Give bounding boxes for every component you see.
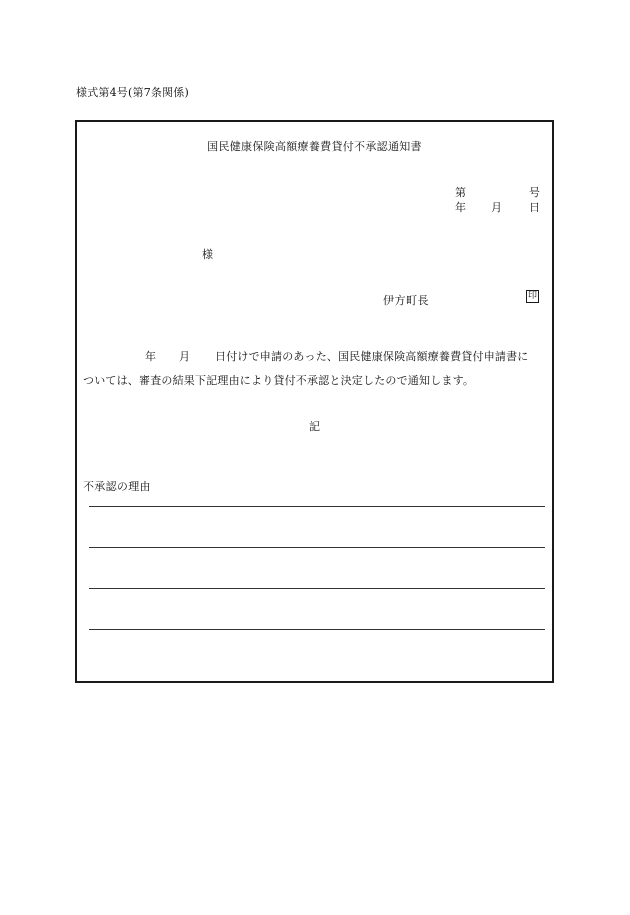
seal-mark: 印 xyxy=(527,291,537,301)
reference-number-prefix: 第 xyxy=(455,186,466,199)
reason-blank-line xyxy=(89,588,545,589)
addressee-suffix: 様 xyxy=(202,248,213,261)
reason-blank-line xyxy=(89,506,545,507)
body-month-label: 月 xyxy=(179,350,190,363)
document-title: 国民健康保険高額療養費貸付不承認通知書 xyxy=(207,140,422,153)
issuer-name: 伊方町長 xyxy=(383,294,429,307)
reason-blank-line xyxy=(89,629,545,630)
reason-blank-line xyxy=(89,547,545,548)
body-text-line-2: ついては、審査の結果下記理由により貸付不承認と決定したので通知します。 xyxy=(83,374,475,387)
date-month-label: 月 xyxy=(491,201,502,214)
ki-heading: 記 xyxy=(309,420,320,433)
reference-number-suffix: 号 xyxy=(529,186,540,199)
reason-lines xyxy=(89,506,545,670)
body-year-label: 年 xyxy=(145,350,156,363)
notice-frame xyxy=(75,120,554,683)
date-day-label: 日 xyxy=(529,201,540,214)
reason-label: 不承認の理由 xyxy=(83,480,151,493)
form-number: 様式第4号(第7条関係) xyxy=(76,86,189,99)
date-year-label: 年 xyxy=(455,201,466,214)
body-text-line-1: 日付けで申請のあった、国民健康保険高額療養費貸付申請書に xyxy=(215,350,529,363)
